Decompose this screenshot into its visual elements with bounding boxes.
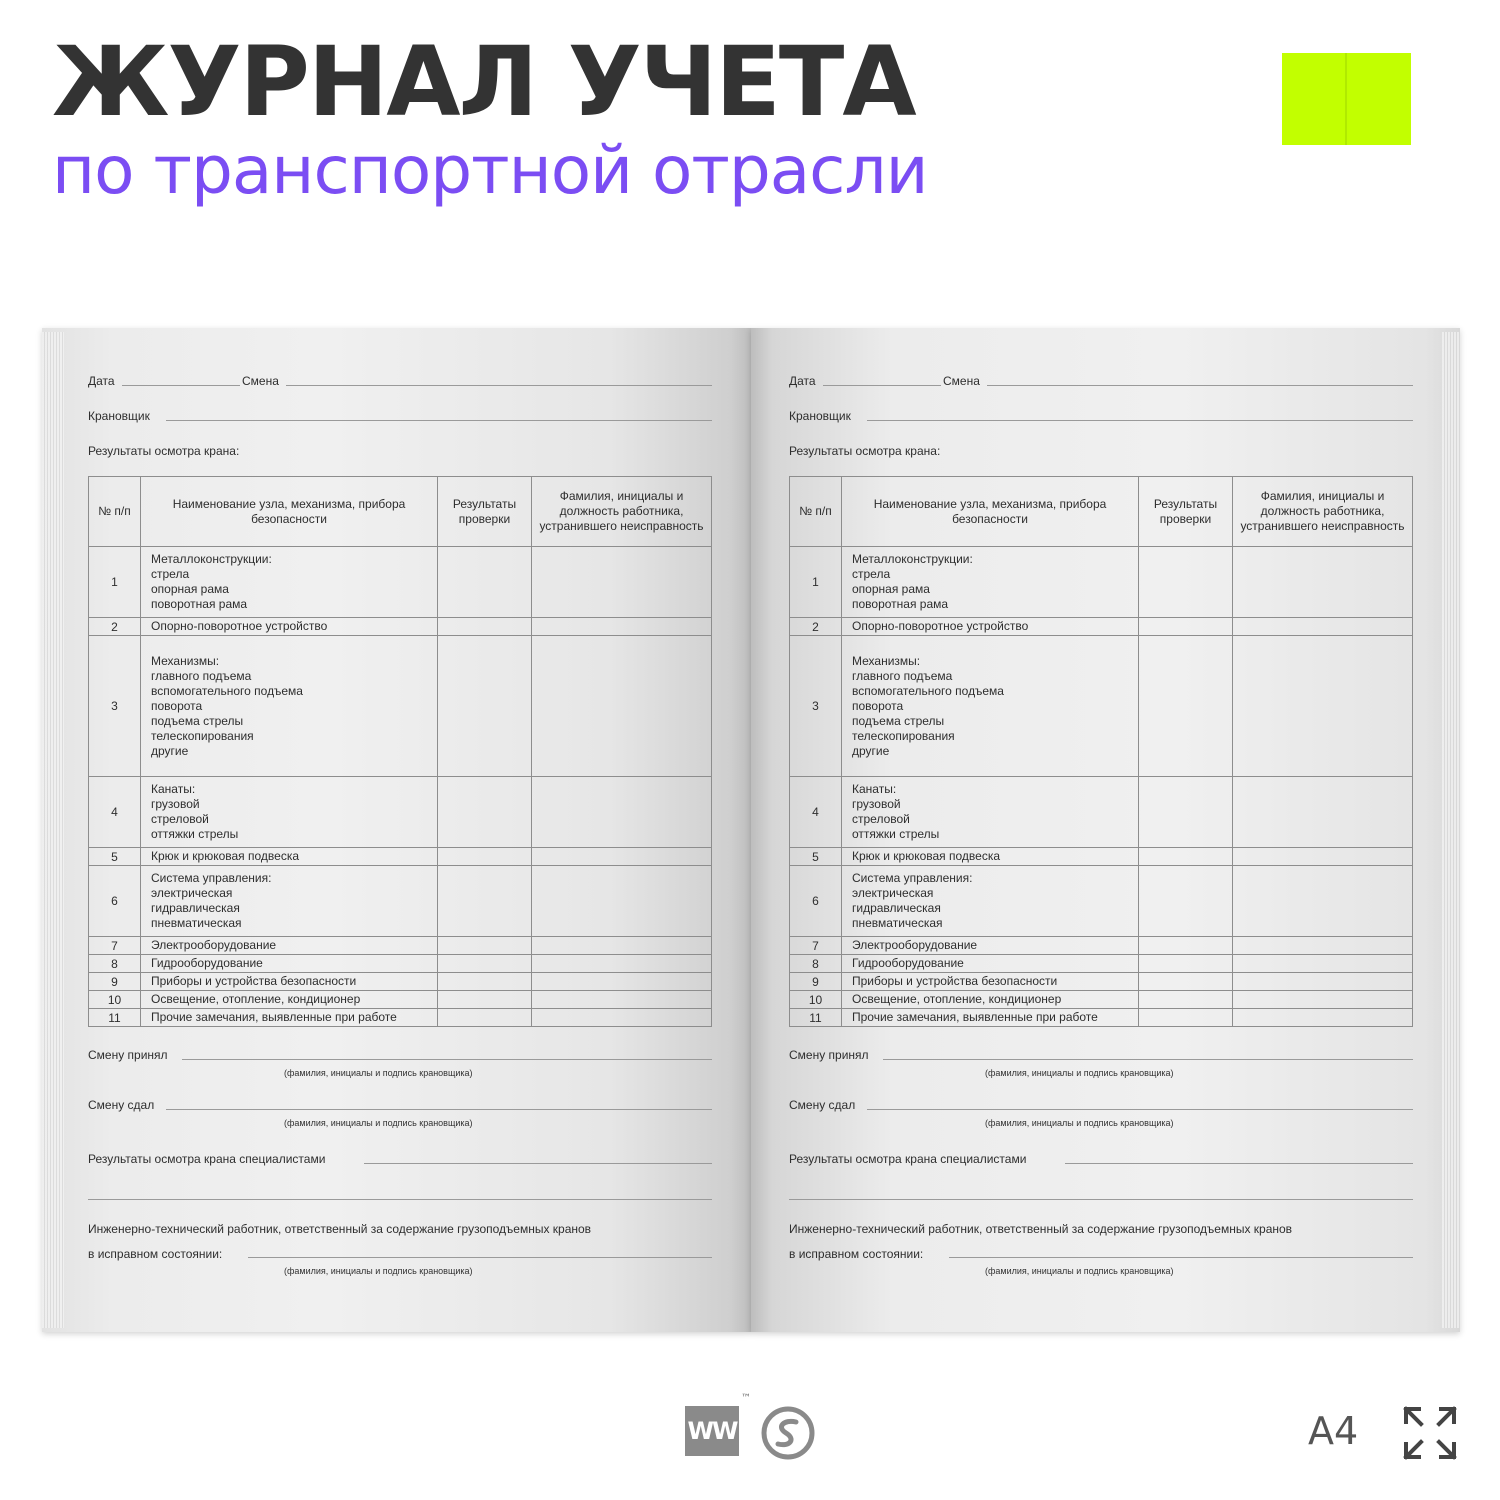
row-name: Механизмы: главного подъема вспомогательного подъема поворота подъема стрелы телескопирования другие (141, 636, 438, 777)
engineer-label: Инженерно-технический работник, ответственный за содержание грузоподъемных кранов (88, 1222, 592, 1236)
engineer-label: Инженерно-технический работник, ответственный за содержание грузоподъемных кранов (789, 1222, 1293, 1236)
trademark-sign: ™ (741, 1393, 751, 1404)
header-num: № п/п (89, 477, 141, 547)
table-row (89, 547, 712, 618)
brand-logo-icon: WW (685, 1406, 739, 1456)
specialists-line[interactable] (1065, 1163, 1413, 1164)
table-row (89, 866, 712, 937)
row-result-cell[interactable] (438, 955, 532, 973)
specialists-label: Результаты осмотра крана специалистами (88, 1152, 326, 1166)
row-number: 3 (790, 636, 842, 777)
table-row (790, 991, 1413, 1009)
row-name: Система управления: электрическая гидравлическая пневматическая (842, 866, 1139, 937)
row-fio-cell[interactable] (532, 636, 712, 777)
row-name: Канаты: грузовой стреловой оттяжки стрелы (842, 777, 1139, 848)
row-fio-cell[interactable] (532, 866, 712, 937)
engineer-line[interactable] (949, 1257, 1413, 1258)
signature-hint: (фамилия, инициалы и подпись крановщика) (985, 1266, 1174, 1276)
row-fio-cell[interactable] (532, 777, 712, 848)
row-name: Электрооборудование (842, 937, 1139, 955)
date-line[interactable] (823, 385, 941, 386)
table-row (790, 1009, 1413, 1027)
row-number: 2 (790, 618, 842, 636)
row-result-cell[interactable] (1139, 973, 1233, 991)
specialists-label: Результаты осмотра крана специалистами (789, 1152, 1027, 1166)
row-name: Прочие замечания, выявленные при работе (842, 1009, 1139, 1027)
table-row (790, 937, 1413, 955)
row-result-cell[interactable] (1139, 777, 1233, 848)
row-number: 9 (89, 973, 141, 991)
row-result-cell[interactable] (1139, 866, 1233, 937)
engineer-label-cont: в исправном состоянии: (789, 1247, 924, 1261)
row-name: Гидрооборудование (141, 955, 438, 973)
page-title: ЖУРНАЛ УЧЕТА (52, 26, 915, 138)
row-name: Металлоконструкции: стрела опорная рама поворотная рама (141, 547, 438, 618)
row-number: 1 (89, 547, 141, 618)
page-edge (42, 332, 64, 1328)
row-number: 5 (89, 848, 141, 866)
accent-swatch (1282, 53, 1411, 145)
row-result-cell[interactable] (438, 973, 532, 991)
signature-hint: (фамилия, инициалы и подпись крановщика) (284, 1068, 473, 1078)
row-name: Приборы и устройства безопасности (842, 973, 1139, 991)
header-name: Наименование узла, механизма, прибора безопасности (842, 477, 1139, 547)
header-result: Результаты проверки (1139, 477, 1233, 547)
row-name: Прочие замечания, выявленные при работе (141, 1009, 438, 1027)
row-fio-cell[interactable] (1233, 866, 1413, 937)
row-fio-cell[interactable] (1233, 937, 1413, 955)
table-row (790, 636, 1413, 777)
header-result: Результаты проверки (438, 477, 532, 547)
row-number: 6 (89, 866, 141, 937)
format-label: A4 (1308, 1409, 1359, 1453)
row-number: 8 (89, 955, 141, 973)
row-result-cell[interactable] (438, 991, 532, 1009)
row-result-cell[interactable] (1139, 955, 1233, 973)
left-page (42, 328, 751, 1332)
row-number: 11 (89, 1009, 141, 1027)
row-result-cell[interactable] (438, 937, 532, 955)
table-row (89, 848, 712, 866)
right-page (751, 328, 1460, 1332)
row-number: 4 (89, 777, 141, 848)
shift-label: Смена (242, 374, 279, 388)
row-fio-cell[interactable] (1233, 636, 1413, 777)
table-row (790, 547, 1413, 618)
row-result-cell[interactable] (438, 618, 532, 636)
accepted-line[interactable] (883, 1059, 1413, 1060)
header-fio: Фамилия, инициалы и должность работника, устранившего неисправность (1233, 477, 1413, 547)
row-name: Канаты: грузовой стреловой оттяжки стрелы (141, 777, 438, 848)
table-row (89, 991, 712, 1009)
signature-hint: (фамилия, инициалы и подпись крановщика) (985, 1068, 1174, 1078)
inspection-table (88, 476, 712, 1027)
row-number: 3 (89, 636, 141, 777)
table-row (790, 973, 1413, 991)
row-fio-cell[interactable] (532, 547, 712, 618)
table-row (790, 777, 1413, 848)
specialists-line[interactable] (364, 1163, 712, 1164)
circle-logo-icon (760, 1405, 816, 1461)
table-row (89, 1009, 712, 1027)
row-result-cell[interactable] (438, 636, 532, 777)
shift-line[interactable] (286, 385, 712, 386)
accepted-line[interactable] (182, 1059, 712, 1060)
results-label: Результаты осмотра крана: (789, 444, 941, 458)
header-fio: Фамилия, инициалы и должность работника, устранившего неисправность (532, 477, 712, 547)
table-row (790, 955, 1413, 973)
table-row (790, 848, 1413, 866)
row-name: Освещение, отопление, кондиционер (141, 991, 438, 1009)
operator-line[interactable] (867, 420, 1413, 421)
operator-line[interactable] (166, 420, 712, 421)
row-result-cell[interactable] (438, 547, 532, 618)
row-name: Система управления: электрическая гидравлическая пневматическая (141, 866, 438, 937)
row-name: Опорно-поворотное устройство (842, 618, 1139, 636)
row-fio-cell[interactable] (532, 973, 712, 991)
row-name: Механизмы: главного подъема вспомогательного подъема поворота подъема стрелы телескопирования другие (842, 636, 1139, 777)
row-result-cell[interactable] (438, 848, 532, 866)
row-name: Приборы и устройства безопасности (141, 973, 438, 991)
row-fio-cell[interactable] (1233, 848, 1413, 866)
row-number: 4 (790, 777, 842, 848)
row-result-cell[interactable] (438, 777, 532, 848)
row-result-cell[interactable] (1139, 1009, 1233, 1027)
row-name: Гидрооборудование (842, 955, 1139, 973)
handed-label: Смену сдал (789, 1098, 856, 1112)
row-result-cell[interactable] (1139, 937, 1233, 955)
operator-label: Крановщик (789, 409, 851, 423)
handed-line[interactable] (867, 1109, 1413, 1110)
row-fio-cell[interactable] (1233, 1009, 1413, 1027)
row-fio-cell[interactable] (1233, 991, 1413, 1009)
signature-hint: (фамилия, инициалы и подпись крановщика) (284, 1118, 473, 1128)
header-num: № п/п (790, 477, 842, 547)
row-number: 7 (790, 937, 842, 955)
date-label: Дата (88, 374, 115, 388)
row-number: 9 (790, 973, 842, 991)
table-row (89, 973, 712, 991)
specialists-line-2[interactable] (88, 1199, 712, 1200)
signature-hint: (фамилия, инициалы и подпись крановщика) (284, 1266, 473, 1276)
row-name: Электрооборудование (141, 937, 438, 955)
table-row (790, 618, 1413, 636)
row-number: 2 (89, 618, 141, 636)
row-result-cell[interactable] (1139, 547, 1233, 618)
row-name: Металлоконструкции: стрела опорная рама поворотная рама (842, 547, 1139, 618)
row-result-cell[interactable] (1139, 991, 1233, 1009)
row-fio-cell[interactable] (532, 848, 712, 866)
signature-hint: (фамилия, инициалы и подпись крановщика) (985, 1118, 1174, 1128)
row-number: 10 (89, 991, 141, 1009)
expand-icon (1403, 1406, 1457, 1460)
row-fio-cell[interactable] (1233, 955, 1413, 973)
row-fio-cell[interactable] (532, 1009, 712, 1027)
accepted-label: Смену принял (88, 1048, 168, 1062)
header-name: Наименование узла, механизма, прибора безопасности (141, 477, 438, 547)
row-number: 1 (790, 547, 842, 618)
table-row (89, 955, 712, 973)
row-fio-cell[interactable] (532, 991, 712, 1009)
page-subtitle: по транспортной отрасли (52, 132, 928, 209)
row-fio-cell[interactable] (1233, 547, 1413, 618)
handed-line[interactable] (166, 1109, 712, 1110)
row-fio-cell[interactable] (1233, 973, 1413, 991)
engineer-line[interactable] (248, 1257, 712, 1258)
row-fio-cell[interactable] (532, 937, 712, 955)
operator-label: Крановщик (88, 409, 150, 423)
row-result-cell[interactable] (438, 1009, 532, 1027)
table-row (89, 777, 712, 848)
engineer-label-cont: в исправном состоянии: (88, 1247, 223, 1261)
row-name: Опорно-поворотное устройство (141, 618, 438, 636)
row-number: 6 (790, 866, 842, 937)
date-line[interactable] (122, 385, 240, 386)
row-number: 7 (89, 937, 141, 955)
row-fio-cell[interactable] (1233, 618, 1413, 636)
row-result-cell[interactable] (1139, 618, 1233, 636)
row-fio-cell[interactable] (532, 618, 712, 636)
row-name: Крюк и крюковая подвеска (141, 848, 438, 866)
table-row (89, 937, 712, 955)
row-number: 11 (790, 1009, 842, 1027)
shift-line[interactable] (987, 385, 1413, 386)
row-number: 5 (790, 848, 842, 866)
row-fio-cell[interactable] (532, 955, 712, 973)
table-row (790, 866, 1413, 937)
results-label: Результаты осмотра крана: (88, 444, 240, 458)
open-journal (42, 328, 1460, 1332)
row-result-cell[interactable] (438, 866, 532, 937)
table-row (89, 618, 712, 636)
inspection-table (789, 476, 1413, 1027)
table-row (89, 636, 712, 777)
row-number: 8 (790, 955, 842, 973)
row-number: 10 (790, 991, 842, 1009)
row-name: Освещение, отопление, кондиционер (842, 991, 1139, 1009)
accepted-label: Смену принял (789, 1048, 869, 1062)
handed-label: Смену сдал (88, 1098, 155, 1112)
page-edge (1442, 332, 1460, 1328)
shift-label: Смена (943, 374, 980, 388)
specialists-line-2[interactable] (789, 1199, 1413, 1200)
row-result-cell[interactable] (1139, 636, 1233, 777)
row-name: Крюк и крюковая подвеска (842, 848, 1139, 866)
date-label: Дата (789, 374, 816, 388)
row-fio-cell[interactable] (1233, 777, 1413, 848)
row-result-cell[interactable] (1139, 848, 1233, 866)
